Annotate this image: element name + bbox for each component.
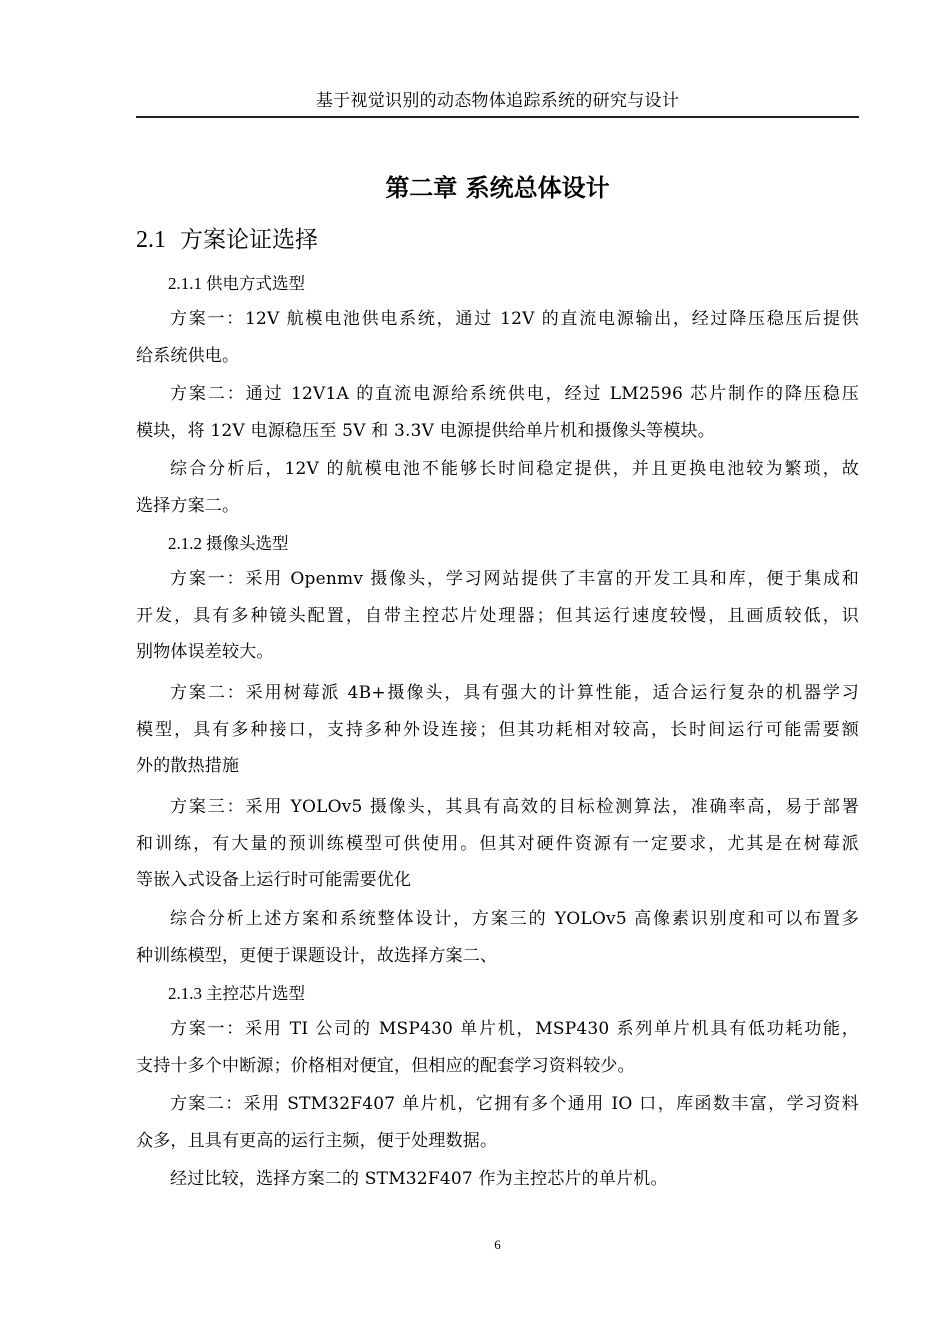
paragraph: [136, 675, 859, 785]
paragraph: [136, 376, 859, 449]
paragraph-line: 方案二：采用树莓派 4B+摄像头，具有强大的计算性能，适合运行复杂的机器学习: [170, 683, 859, 703]
subsection-number: 2.1.3: [168, 984, 202, 1003]
paragraph: [136, 1011, 859, 1084]
paragraph-line: 种训练模型，更便于课题设计，故选择方案二、: [136, 945, 498, 966]
section-number: 2.1: [136, 227, 166, 253]
paragraph: [136, 1161, 859, 1198]
paragraph-line: 和训练，有大量的预训练模型可供使用。但其对硬件资源有一定要求，尤其是在树莓派: [136, 833, 859, 854]
section-title: 方案论证选择: [180, 227, 318, 253]
paragraph: [136, 451, 859, 524]
paragraph-line: 外的散热措施: [136, 756, 240, 776]
paragraph-line: 综合分析后，12V 的航模电池不能够长时间稳定提供，并且更换电池较为繁琐，故: [170, 459, 859, 479]
paragraph-line: 开发，具有多种镜头配置，自带主控芯片处理器；但其运行速度较慢，且画质较低，识: [136, 605, 859, 626]
subsection-title: 主控芯片选型: [206, 984, 305, 1003]
paragraph: [136, 561, 859, 671]
subsection-heading-camera: [168, 531, 289, 557]
paragraph-line: 等嵌入式设备上运行时可能需要优化: [136, 870, 412, 890]
paragraph: [136, 1086, 859, 1159]
running-header: 基于视觉识别的动态物体追踪系统的研究与设计: [315, 91, 680, 111]
paragraph-line: 方案一：12V 航模电池供电系统，通过 12V 的直流电源输出，经过降压稳压后提供: [170, 309, 859, 329]
paragraph-line: 方案二：采用 STM32F407 单片机，它拥有多个通用 IO 口，库函数丰富，学习资料: [170, 1094, 859, 1114]
chapter-title: 第二章 系统总体设计: [385, 174, 610, 202]
subsection-title: 摄像头选型: [206, 534, 289, 553]
header-rule: [136, 116, 859, 118]
paragraph-line: 经过比较，选择方案二的 STM32F407 作为主控芯片的单片机。: [170, 1169, 668, 1189]
paragraph: [136, 901, 859, 974]
paragraph-line: 方案一：采用 Openmv 摄像头，学习网站提供了丰富的开发工具和库，便于集成和: [170, 569, 859, 589]
subsection-heading-mcu: [168, 981, 305, 1007]
paragraph-line: 模型，具有多种接口，支持多种外设连接；但其功耗相对较高，长时间运行可能需要额: [136, 719, 859, 740]
paragraph-line: 综合分析上述方案和系统整体设计，方案三的 YOLOv5 高像素识别度和可以布置多: [170, 909, 859, 929]
page-number: 6: [494, 1237, 501, 1252]
paragraph-line: 给系统供电。: [136, 345, 240, 366]
subsection-heading-power: [168, 271, 305, 297]
paragraph-line: 方案一：采用 TI 公司的 MSP430 单片机，MSP430 系列单片机具有低功耗功能，: [170, 1019, 859, 1039]
paragraph-line: 支持十多个中断源；价格相对便宜，但相应的配套学习资料较少。: [136, 1055, 635, 1076]
subsection-number: 2.1.1: [168, 274, 202, 293]
paragraph-line: 方案三：采用 YOLOv5 摄像头，其具有高效的目标检测算法，准确率高，易于部署: [170, 797, 859, 817]
subsection-number: 2.1.2: [168, 534, 202, 553]
paragraph: [136, 789, 859, 899]
paragraph-line: 选择方案二。: [136, 495, 240, 516]
paragraph-line: 众多，且具有更高的运行主频，便于处理数据。: [136, 1130, 498, 1151]
section-heading: [136, 222, 318, 258]
paragraph-line: 方案二：通过 12V1A 的直流电源给系统供电，经过 LM2596 芯片制作的降压稳压: [170, 384, 859, 404]
paragraph-line: 模块，将 12V 电源稳压至 5V 和 3.3V 电源提供给单片机和摄像头等模块。: [136, 420, 715, 441]
paragraph: [136, 301, 859, 374]
paragraph-line: 别物体误差较大。: [136, 642, 274, 662]
subsection-title: 供电方式选型: [206, 274, 305, 293]
